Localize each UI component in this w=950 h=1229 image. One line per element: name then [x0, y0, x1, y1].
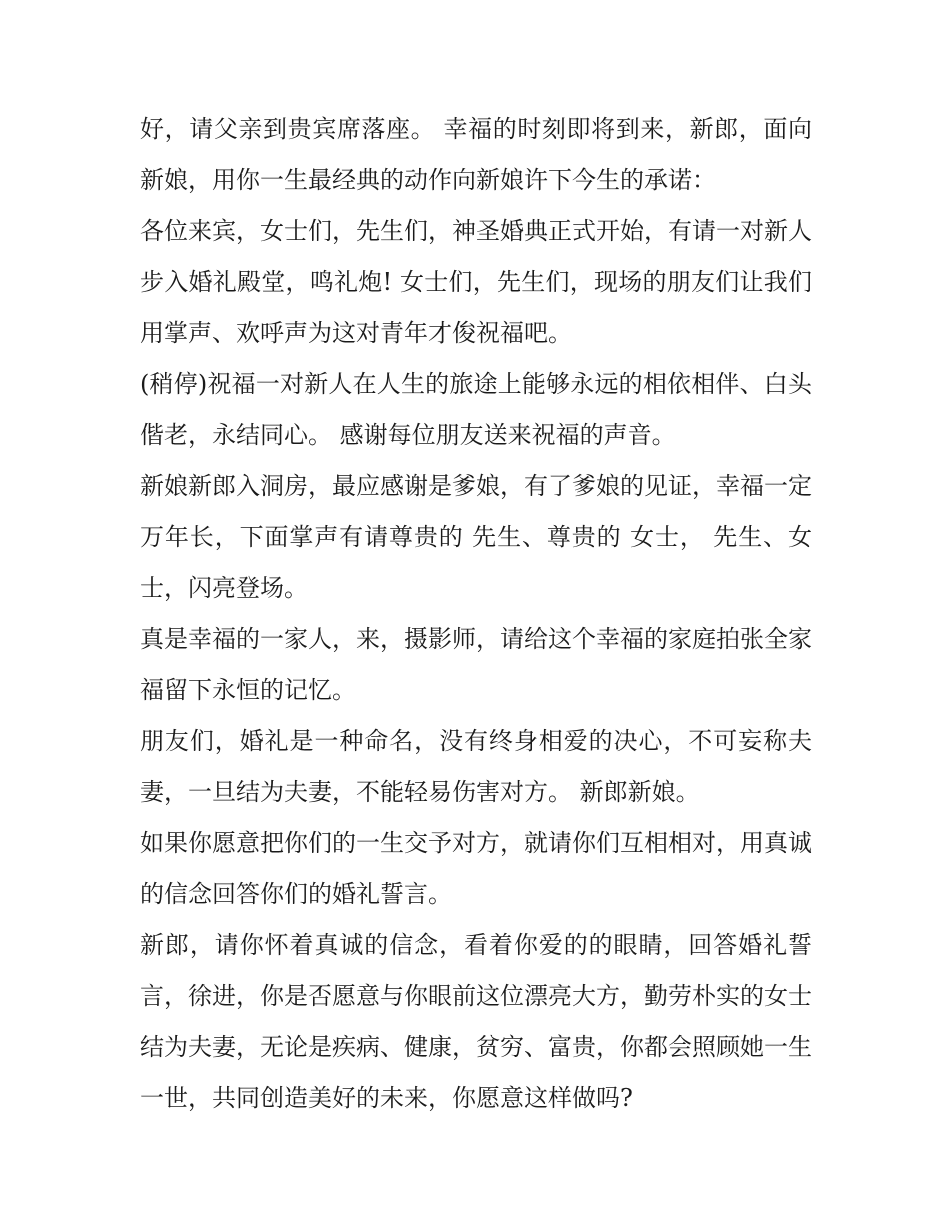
paragraph-8: 新郎，请你怀着真诚的信念，看着你爱的的眼睛，回答婚礼誓言，徐进，你是否愿意与你眼前这位漂亮大方，勤劳朴实的女士结为夫妻，无论是疾病、健康，贫穷、富贵，你都会照顾她一生一世，共同创造美好的未来，你愿意这样做吗? — [140, 931, 812, 1112]
paragraph-1: 好，请父亲到贵宾席落座。 幸福的时刻即将到来，新郎，面向新娘，用你一生最经典的动作向新娘许下今生的承诺： — [140, 115, 812, 194]
paragraph-6: 朋友们，婚礼是一种命名，没有终身相爱的决心，不可妄称夫妻，一旦结为夫妻，不能轻易伤害对方。 新郎新娘。 — [140, 727, 812, 806]
paragraph-4: 新娘新郎入洞房，最应感谢是爹娘，有了爹娘的见证，幸福一定万年长，下面掌声有请尊贵的 先生、尊贵的 女士， 先生、女士，闪亮登场。 — [140, 472, 812, 602]
paragraph-5: 真是幸福的一家人，来，摄影师，请给这个幸福的家庭拍张全家福留下永恒的记忆。 — [140, 625, 812, 704]
paragraph-7: 如果你愿意把你们的一生交予对方，就请你们互相相对，用真诚的信念回答你们的婚礼誓言。 — [140, 829, 812, 908]
paragraph-2: 各位来宾，女士们，先生们，神圣婚典正式开始，有请一对新人步入婚礼殿堂，鸣礼炮! 女士们，先生们，现场的朋友们让我们用掌声、欢呼声为这对青年才俊祝福吧。 — [140, 217, 812, 347]
document-body — [140, 104, 812, 1124]
paragraph-3: (稍停)祝福一对新人在人生的旅途上能够永远的相依相伴、白头偕老，永结同心。 感谢每位朋友送来祝福的声音。 — [140, 370, 812, 449]
